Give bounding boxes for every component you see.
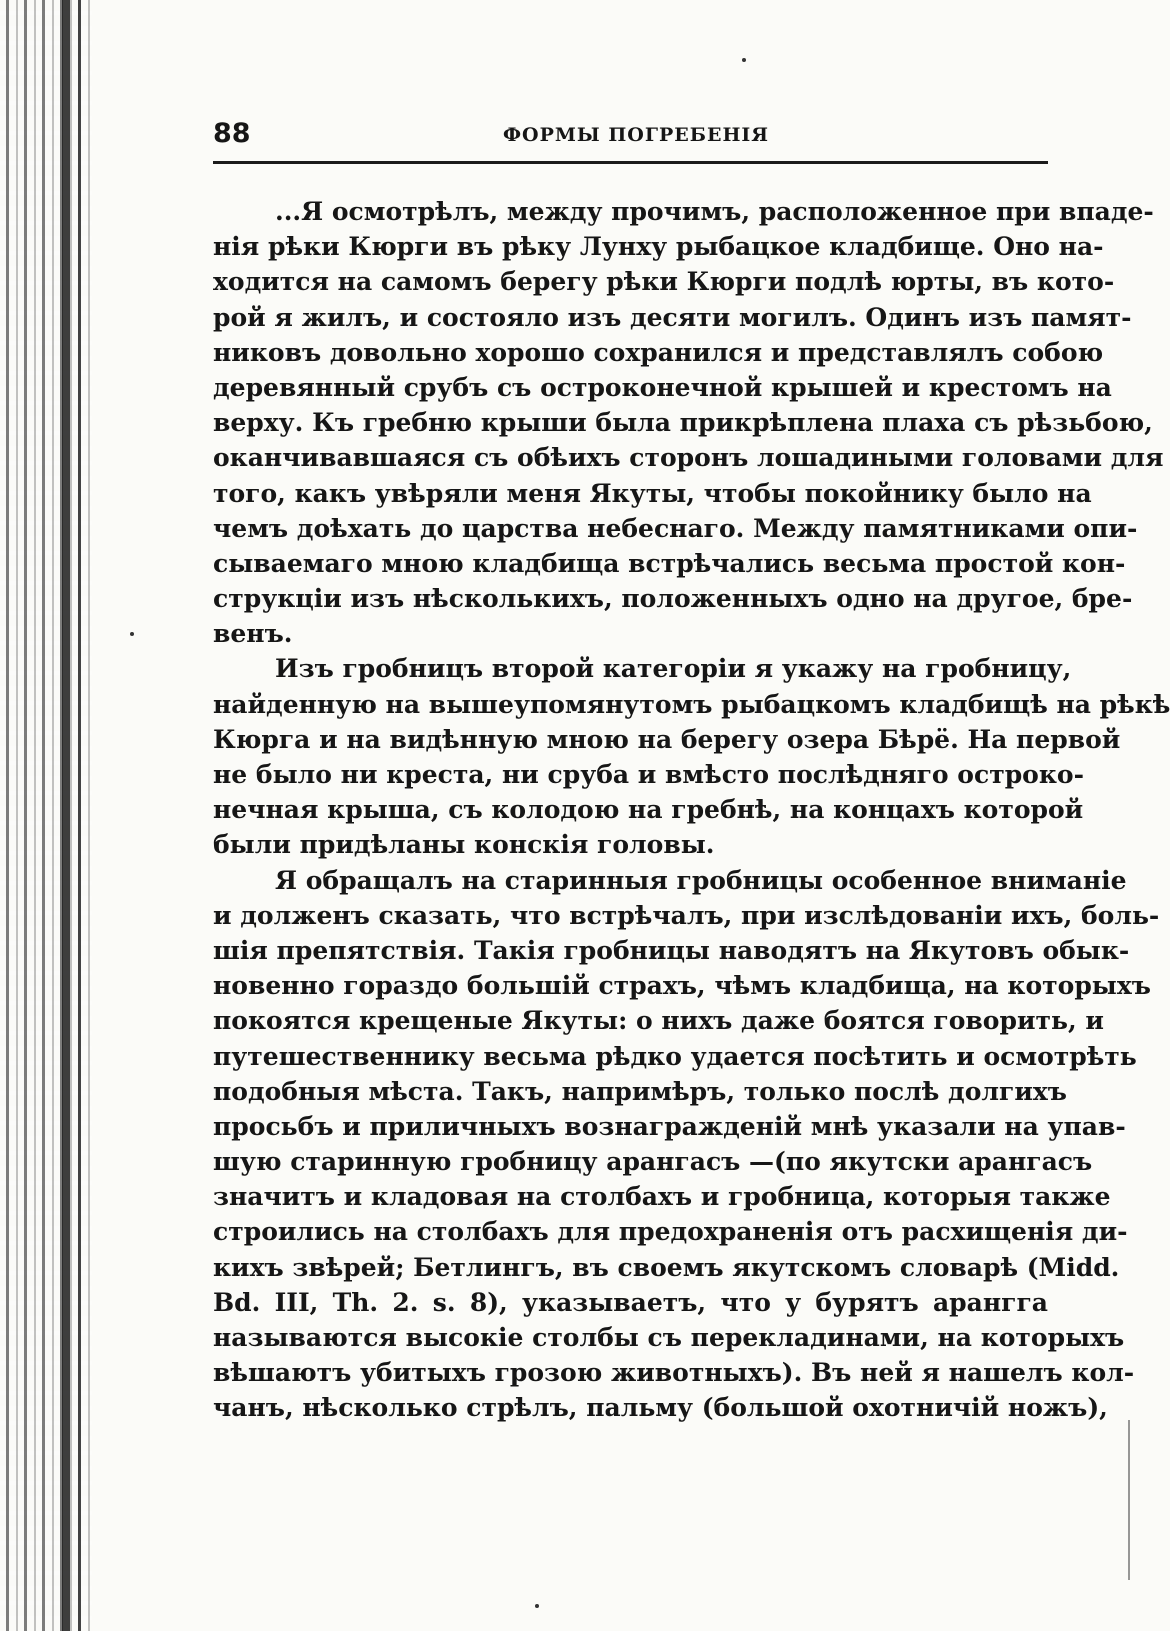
text-line: были придѣланы конскія головы. (213, 830, 715, 860)
text-line: новенно гораздо большій страхъ, чѣмъ кладбища, на которыхъ (213, 971, 1151, 1001)
text-line: просьбъ и приличныхъ вознагражденій мнѣ указали на упав- (213, 1111, 1126, 1141)
print-speck (742, 58, 746, 62)
text-line: найденную на вышеупомянутомъ рыбацкомъ кладбищѣ на рѣкѣ (213, 689, 1170, 719)
text-line: чанъ, нѣсколько стрѣлъ, пальму (большой охотничій ножъ), (213, 1393, 1108, 1423)
text-line: покоятся крещеные Якуты: о нихъ даже боятся говорить, и (213, 1006, 1104, 1036)
text-line: шія препятствія. Такія гробницы наводятъ на Якутовъ обык- (213, 935, 1130, 965)
page-edge-mark (1128, 1420, 1130, 1580)
text-line: ходится на самомъ берегу рѣки Кюрги подлѣ юрты, въ кото- (213, 267, 1115, 297)
text-line: оканчивавшаяся съ обѣихъ сторонъ лошадиными головами для (213, 443, 1164, 473)
text-line: и долженъ сказать, что встрѣчалъ, при изслѣдованіи ихъ, боль- (213, 900, 1160, 930)
print-speck (130, 632, 134, 636)
text-line: не было ни креста, ни сруба и вмѣсто послѣдняго остроко- (213, 760, 1084, 789)
page-number: 88 (213, 118, 251, 149)
text-line: Я обращалъ на старинныя гробницы особенное вниманіе (275, 865, 1127, 895)
print-speck (535, 1604, 539, 1608)
text-line: шую старинную гробницу арангасъ —(по якутски арангасъ (213, 1147, 1093, 1177)
body-text (213, 194, 1170, 1426)
text-line: подобныя мѣста. Такъ, напримѣръ, только послѣ долгихъ (213, 1076, 1067, 1106)
text-line: рой я жилъ, и состояло изъ десяти могилъ. Одинъ изъ памят- (213, 302, 1132, 332)
text-line: нечная крыша, съ колодою на гребнѣ, на концахъ которой (213, 795, 1084, 825)
text-line: того, какъ увѣряли меня Якуты, чтобы покойнику было на (213, 478, 1092, 508)
text-line: верху. Къ гребню крыши была прикрѣплена плаха съ рѣзьбою, (213, 408, 1153, 438)
text-line: Кюрга и на видѣнную мною на берегу озера Бѣрё. На первой (213, 724, 1121, 754)
text-line: кихъ звѣрей; Бетлингъ, въ своемъ якутскомъ словарѣ (Midd. (213, 1252, 1120, 1282)
text-line: никовъ довольно хорошо сохранился и представлялъ собою (213, 337, 1104, 367)
text-line: сываемаго мною кладбища встрѣчались весьма простой кон- (213, 548, 1126, 578)
text-line: называются высокіе столбы съ перекладинами, на которыхъ (213, 1323, 1125, 1352)
text-line: Изъ гробницъ второй категоріи я укажу на гробницу, (275, 654, 1072, 684)
binding-edge (62, 0, 70, 1631)
text-line: Bd. III, Th. 2. s. 8), указываетъ, что у бурятъ арангга (213, 1287, 1048, 1317)
text-line: венъ. (213, 619, 293, 649)
text-line: струкціи изъ нѣсколькихъ, положенныхъ одно на другое, бре- (213, 584, 1133, 614)
header-rule (213, 161, 1048, 164)
page-header (213, 118, 1048, 162)
text-line: путешественнику весьма рѣдко удается посѣтить и осмотрѣть (213, 1041, 1137, 1071)
text-line: деревянный срубъ съ остроконечной крышей и крестомъ на (213, 372, 1112, 402)
binding-edge-inner (78, 0, 81, 1631)
text-line: чемъ доѣхать до царства небеснаго. Между памятниками опи- (213, 513, 1138, 543)
text-line: строились на столбахъ для предохраненія отъ расхищенія ди- (213, 1217, 1128, 1247)
text-line: вѣшаютъ убитыхъ грозою животныхъ). Въ ней я нашелъ кол- (213, 1358, 1135, 1388)
text-line: ...Я осмотрѣлъ, между прочимъ, расположенное при впаде- (275, 197, 1154, 226)
text-line: значитъ и кладовая на столбахъ и гробница, которыя также (213, 1182, 1111, 1212)
running-title: ФОРМЫ ПОГРЕБЕНІЯ (503, 124, 770, 146)
text-line: нія рѣки Кюрги въ рѣку Лунху рыбацкое кладбище. Оно на- (213, 232, 1104, 262)
